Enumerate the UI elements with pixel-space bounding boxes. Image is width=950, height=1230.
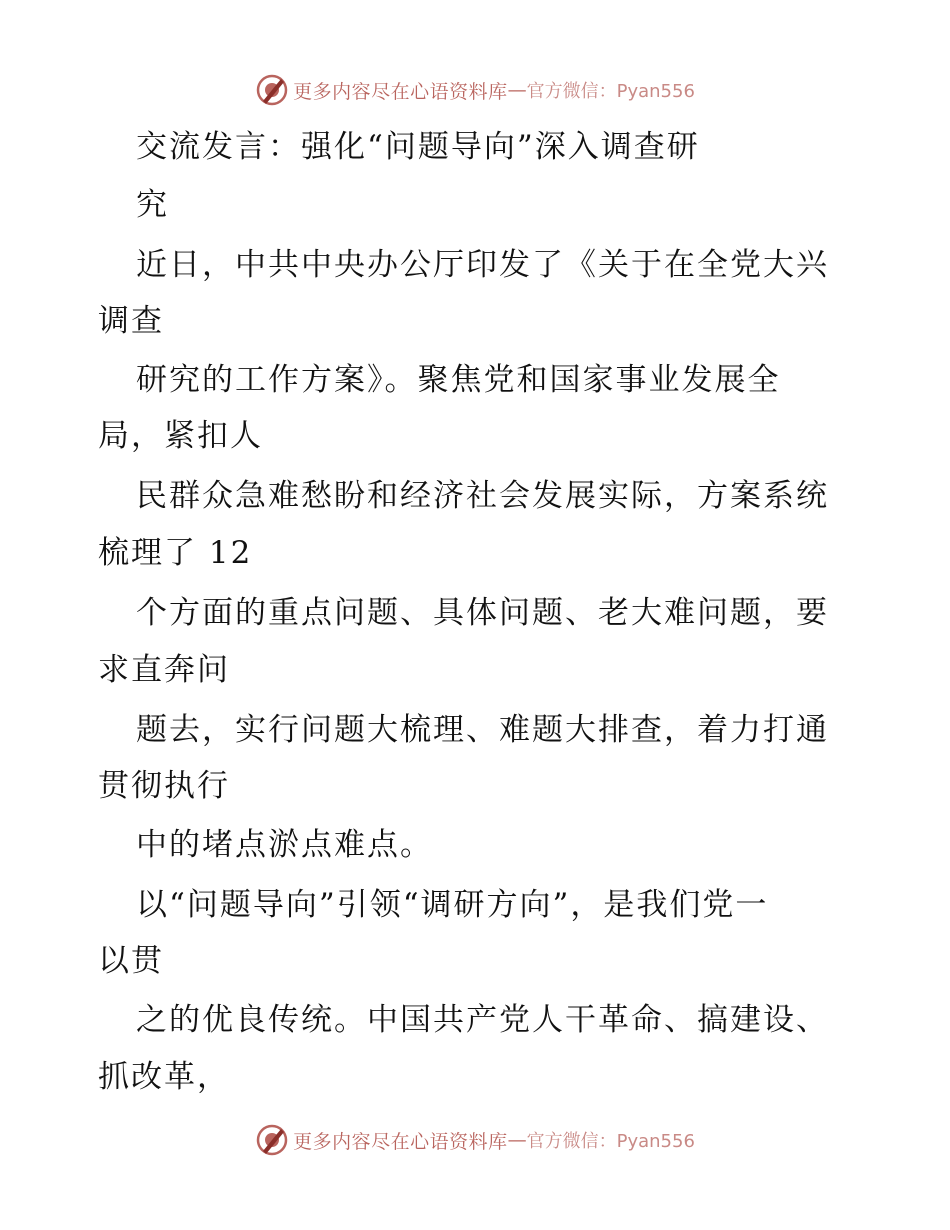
text-line: 局，紧扣人 bbox=[98, 418, 263, 454]
pen-logo-icon bbox=[255, 1123, 289, 1157]
text-line: 以贯 bbox=[98, 943, 164, 979]
footer-banner bbox=[0, 1120, 950, 1160]
text-line: 求直奔问 bbox=[98, 652, 230, 688]
text-line: 个方面的重点问题、具体问题、老大难问题，要 bbox=[136, 595, 829, 631]
text-line: 调查 bbox=[98, 303, 164, 339]
text-line: 梳理了 12 bbox=[98, 535, 253, 571]
text-line: 题去，实行问题大梳理、难题大排查，着力打通 bbox=[136, 712, 829, 748]
text-line: 中的堵点淤点难点。 bbox=[136, 827, 433, 863]
title-line-2: 究 bbox=[136, 187, 169, 223]
header-banner bbox=[0, 70, 950, 110]
text-line: 研究的工作方案》。聚焦党和国家事业发展全 bbox=[136, 362, 781, 398]
text-line: 民群众急难愁盼和经济社会发展实际，方案系统 bbox=[136, 478, 829, 514]
text-line: 之的优良传统。中国共产党人干革命、搞建设、 bbox=[136, 1002, 829, 1038]
text-line: 抓改革， bbox=[98, 1059, 230, 1095]
text-line: 以“问题导向”引领“调研方向”，是我们党一 bbox=[136, 887, 769, 923]
text-line: 近日，中共中央办公厅印发了《关于在全党大兴 bbox=[136, 247, 829, 283]
pen-logo-icon bbox=[255, 73, 289, 107]
title-line-1: 交流发言：强化“问题导向”深入调查研 bbox=[136, 129, 700, 165]
banner-separator: — bbox=[507, 79, 527, 101]
banner-title: 更多内容尽在心语资料库 bbox=[293, 1130, 508, 1153]
banner-separator: — bbox=[507, 1129, 527, 1151]
banner-wechat: 官方微信：Pyan556 bbox=[526, 81, 695, 102]
text-line: 贯彻执行 bbox=[98, 768, 230, 804]
banner-title: 更多内容尽在心语资料库 bbox=[293, 80, 508, 103]
banner-wechat: 官方微信：Pyan556 bbox=[526, 1131, 695, 1152]
